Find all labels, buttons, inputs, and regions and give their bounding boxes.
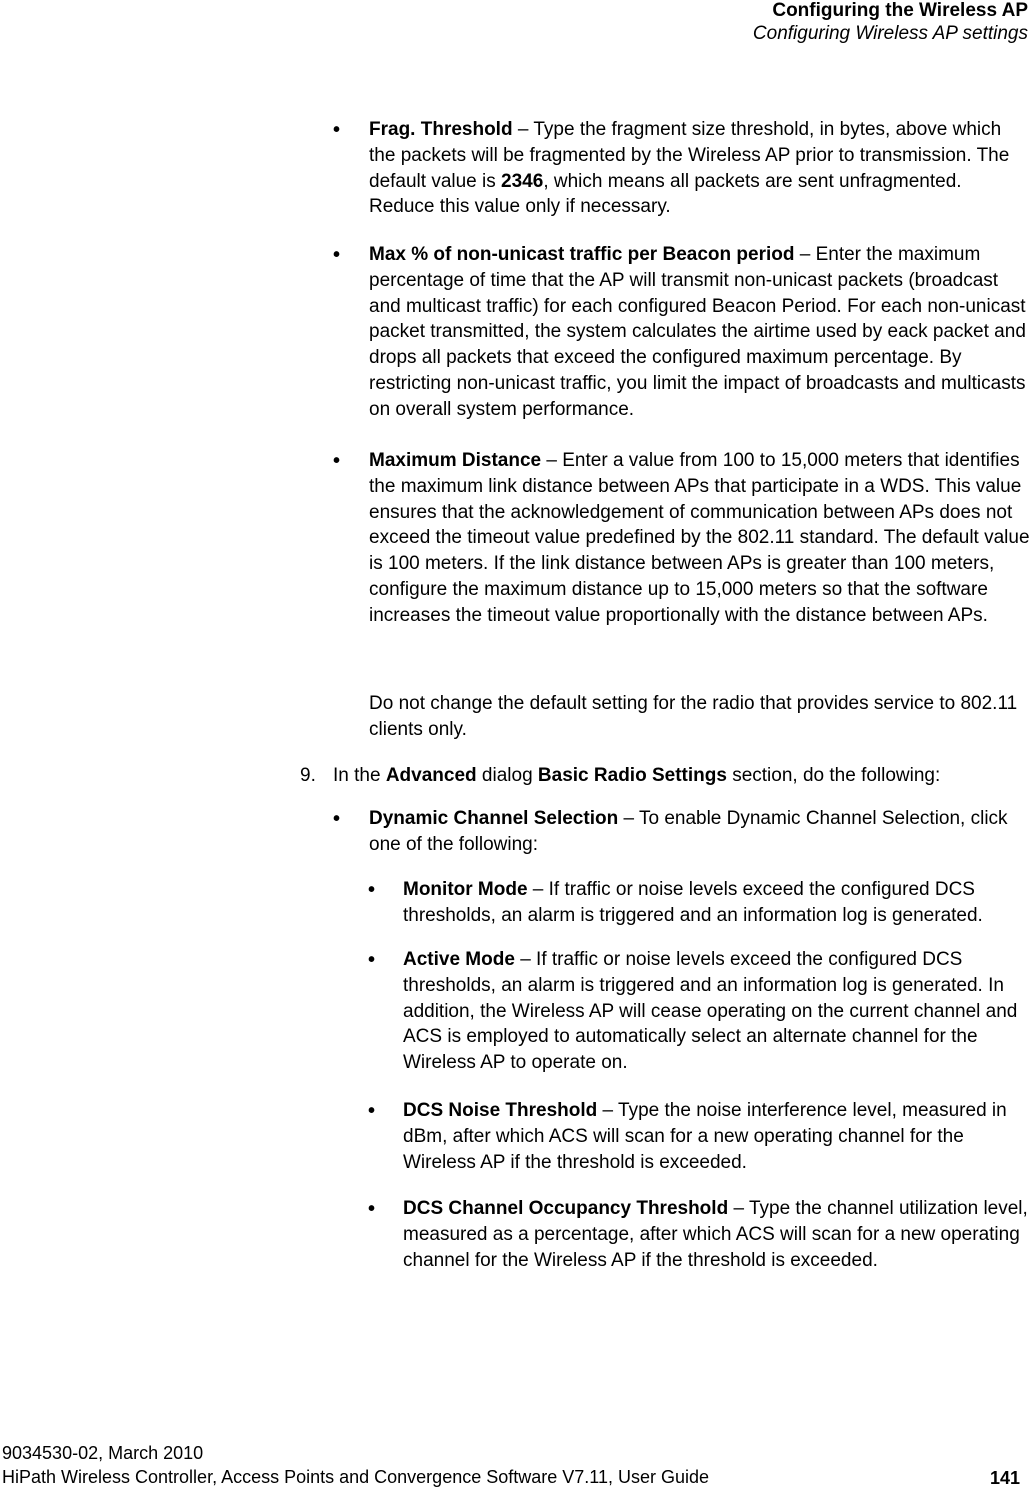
bullet-term: Frag. Threshold xyxy=(369,119,513,140)
bullet-term: DCS Noise Threshold xyxy=(403,1100,598,1121)
bullet-mark: • xyxy=(368,879,376,901)
chapter-title: Configuring the Wireless AP xyxy=(772,0,1028,21)
bullet-text: Frag. Threshold – Type the fragment size threshold, in bytes, above which the packets will be fragmented by the Wireless AP prior to transmission. The default value is 2346, which means all packets are sent unfragmented. Reduce this value only if necessary. xyxy=(369,119,1010,218)
bullet-text: Maximum Distance – Enter a value from 100 to 15,000 meters that identifies the maximum link distance between APs that participate in a WDS. This value ensures that the acknowledgement of communication between APs does not exceed the timeout value predefined by the 802.11 standard. The default value is 100 meters. If the link distance between APs is greater than 100 meters, configure the maximum distance up to 15,000 meters so that the software increases the timeout value proportionally with the distance between APs. xyxy=(369,450,1030,626)
bullet-term: Max % of non-unicast traffic per Beacon period xyxy=(369,244,795,265)
document-id: 9034530-02, March 2010 xyxy=(2,1443,204,1463)
bullet-mark: • xyxy=(368,1198,376,1220)
bullet-text: Dynamic Channel Selection – To enable Dynamic Channel Selection, click one of the following: xyxy=(369,808,1008,855)
bullet-term: Maximum Distance xyxy=(369,450,542,471)
bullet-term: Dynamic Channel Selection xyxy=(369,808,619,829)
bullet-mark: • xyxy=(368,1100,376,1122)
bullet-mark: • xyxy=(333,119,341,141)
bullet-term: DCS Channel Occupancy Threshold xyxy=(403,1198,729,1219)
bullet-term: Active Mode xyxy=(403,949,515,970)
document-title: HiPath Wireless Controller, Access Points and Convergence Software V7.11, User Guide xyxy=(2,1467,710,1487)
bullet-mark: • xyxy=(333,450,341,472)
bullet-text: Active Mode – If traffic or noise levels exceed the configured DCS thresholds, an alarm is triggered and an information log is generated. In addition, the Wireless AP will cease operating on the current channel and ACS is employed to automatically select an alternate channel for the Wireless AP to operate on. xyxy=(403,949,1018,1074)
bullet-mark: • xyxy=(368,949,376,971)
bullet-mark: • xyxy=(333,808,341,830)
page-number: 141 xyxy=(989,1468,1020,1488)
bullet-term: Monitor Mode xyxy=(403,879,528,900)
section-title: Configuring Wireless AP settings xyxy=(752,23,1028,44)
running-header xyxy=(753,0,1028,46)
bullet-mark: • xyxy=(333,244,341,266)
section-name: Basic Radio Settings xyxy=(537,765,727,786)
bullet-text: DCS Channel Occupancy Threshold – Type the channel utilization level, measured as a percentage, after which ACS will scan for a new operating channel for the Wireless AP if the threshold is exceeded. xyxy=(403,1198,1028,1271)
bullet-text: Monitor Mode – If traffic or noise levels exceed the configured DCS thresholds, an alarm is triggered and an information log is generated. xyxy=(403,879,983,926)
note-paragraph: Do not change the default setting for the radio that provides service to 802.11 clients only. xyxy=(369,693,1018,740)
bullet-text: Max % of non-unicast traffic per Beacon period – Enter the maximum percentage of time that the AP will transmit non-unicast packets (broadcast and multicast traffic) for each configured Beacon Period. For each non-unicast packet transmitted, the system calculates the airtime used by eack packet and drops all packets that exceed the configured maximum percentage. By restricting non-unicast traffic, you limit the impact of broadcasts and multicasts on overall system performance. xyxy=(369,244,1026,420)
step-number: 9. xyxy=(300,765,316,786)
page-footer xyxy=(2,1441,709,1489)
bullet-text: DCS Noise Threshold – Type the noise interference level, measured in dBm, after which ACS will scan for a new operating channel for the Wireless AP if the threshold is exceeded. xyxy=(403,1100,1007,1173)
dialog-name: Advanced xyxy=(385,765,477,786)
default-value: 2346 xyxy=(501,170,544,192)
step-text: In the Advanced dialog Basic Radio Settings section, do the following: xyxy=(333,765,941,786)
